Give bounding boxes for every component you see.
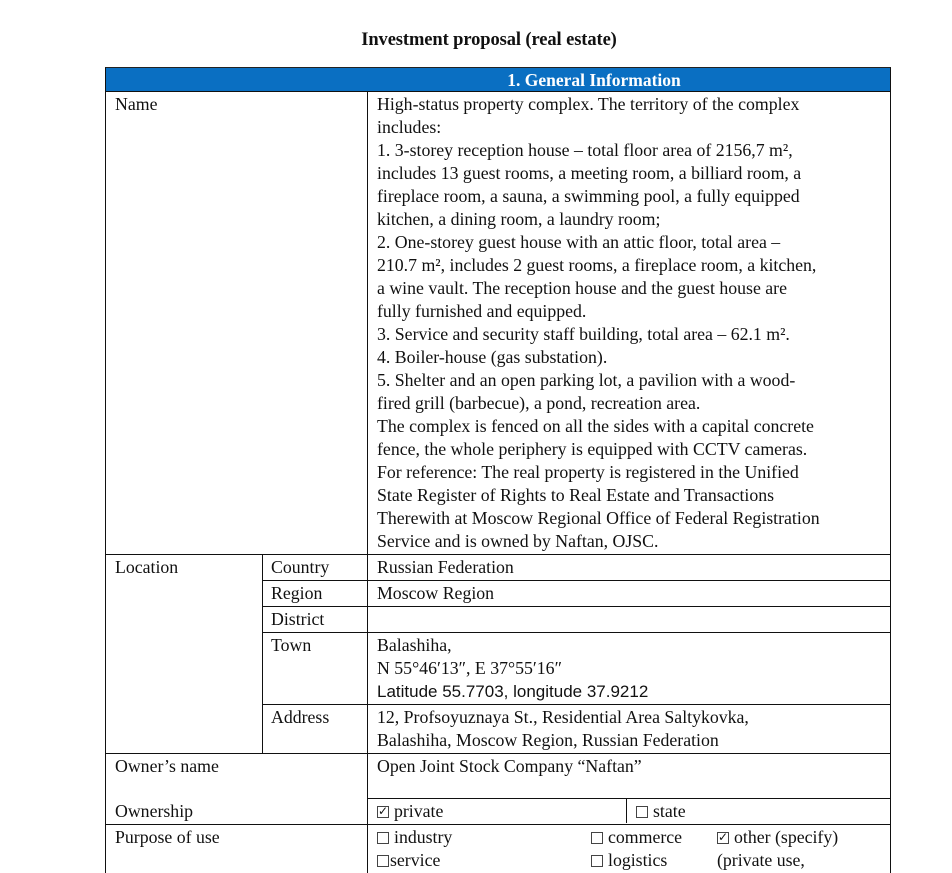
description-line: fireplace room, a sauna, a swimming pool, a fully equipped [377,186,800,206]
name-row [106,92,890,555]
description-line: fence, the whole periphery is equipped with CCTV cameras. [377,439,808,459]
ownership-option-label: private [394,801,444,821]
ownership-label: Ownership [115,801,194,821]
location-row [106,555,890,754]
description-line: a wine vault. The reception house and the guest house are [377,278,787,298]
country-line [263,555,890,581]
description-line: Service and is owned by Naftan, OJSC. [377,531,659,551]
description-line: State Register of Rights to Real Estate and Transactions [377,485,775,505]
owner-name-label: Owner’s name [115,756,219,776]
description-line: fired grill (barbecue), a pond, recreation area. [377,393,701,413]
purpose-option-label: service [390,850,441,870]
checkbox-unchecked-icon[interactable] [377,855,389,867]
description-line: 5. Shelter and an open parking lot, a pavilion with a wood- [377,370,796,390]
checkbox-unchecked-icon[interactable] [591,832,603,844]
region-value: Moscow Region [377,583,495,603]
town-label: Town [263,633,368,704]
document-title: Investment proposal (real estate) [361,30,617,50]
country-value: Russian Federation [377,557,514,577]
location-label: Location [106,555,263,753]
town-value [368,633,890,704]
district-label: District [263,607,368,632]
description-line: For reference: The real property is registered in the Unified [377,462,799,482]
purpose-option-service[interactable] [377,849,591,872]
address-line [263,705,890,753]
name-description [368,92,890,554]
purpose-option-label: commerce [608,827,683,847]
ownership-options [368,799,890,823]
district-line [263,607,890,633]
owner-labels [106,754,368,824]
name-label: Name [106,92,368,554]
description-line: 3. Service and security staff building, total area – 62.1 m². [377,324,790,344]
description-line: Therewith at Moscow Regional Office of Federal Registration [377,508,820,528]
checkbox-unchecked-icon[interactable] [636,806,648,818]
ownership-option-label: state [653,801,686,821]
checkbox-checked-icon[interactable] [717,832,729,844]
address-line-2: Balashiha, Moscow Region, Russian Federation [377,730,719,750]
description-line: fully furnished and equipped. [377,301,587,321]
address-line-1: 12, Profsoyuznaya St., Residential Area Saltykovka, [377,707,749,727]
ownership-option-state[interactable] [627,799,695,823]
purpose-option-label: other (specify) [734,827,839,847]
location-details [263,555,890,753]
owner-values [368,754,890,824]
description-line: includes: [377,117,442,137]
description-line: 1. 3-storey reception house – total floor area of 2156,7 m², [377,140,793,160]
purpose-option-commerce[interactable] [591,826,717,849]
ownership-option-private[interactable] [368,799,627,823]
purpose-option-logistics[interactable] [591,849,717,872]
purpose-option-other[interactable] [717,826,881,849]
description-line: includes 13 guest rooms, a meeting room, a billiard room, a [377,163,802,183]
purpose-other-note: (private use, [717,850,805,870]
purpose-label: Purpose of use [106,825,368,873]
purpose-option-industry[interactable] [377,826,591,849]
town-name: Balashiha, [377,635,452,655]
general-information-table [105,67,891,873]
purpose-option-label: logistics [608,850,668,870]
region-line [263,581,890,607]
section-header: 1. General Information [106,68,890,92]
town-coordinates-dms: N 55°46′13″, E 37°55′16″ [377,658,562,678]
address-label: Address [263,705,368,753]
description-line: kitchen, a dining room, a laundry room; [377,209,661,229]
region-label: Region [263,581,368,606]
checkbox-unchecked-icon[interactable] [377,832,389,844]
district-value [368,607,890,632]
description-line: 210.7 m², includes 2 guest rooms, a fireplace room, a kitchen, [377,255,817,275]
description-line: 4. Boiler-house (gas substation). [377,347,608,367]
owner-name-value: Open Joint Stock Company “Naftan” [368,754,890,799]
purpose-option-label: industry [394,827,453,847]
owner-row [106,754,890,825]
purpose-options [368,825,890,873]
checkbox-unchecked-icon[interactable] [591,855,603,867]
town-line [263,633,890,705]
checkbox-checked-icon[interactable] [377,806,389,818]
country-label: Country [263,555,368,580]
description-line: 2. One-storey guest house with an attic floor, total area – [377,232,781,252]
description-line: High-status property complex. The territory of the complex [377,94,800,114]
purpose-row [106,825,890,873]
town-coordinates-decimal: Latitude 55.7703, longitude 37.9212 [377,682,649,701]
address-value [368,705,890,753]
description-line: The complex is fenced on all the sides with a capital concrete [377,416,814,436]
